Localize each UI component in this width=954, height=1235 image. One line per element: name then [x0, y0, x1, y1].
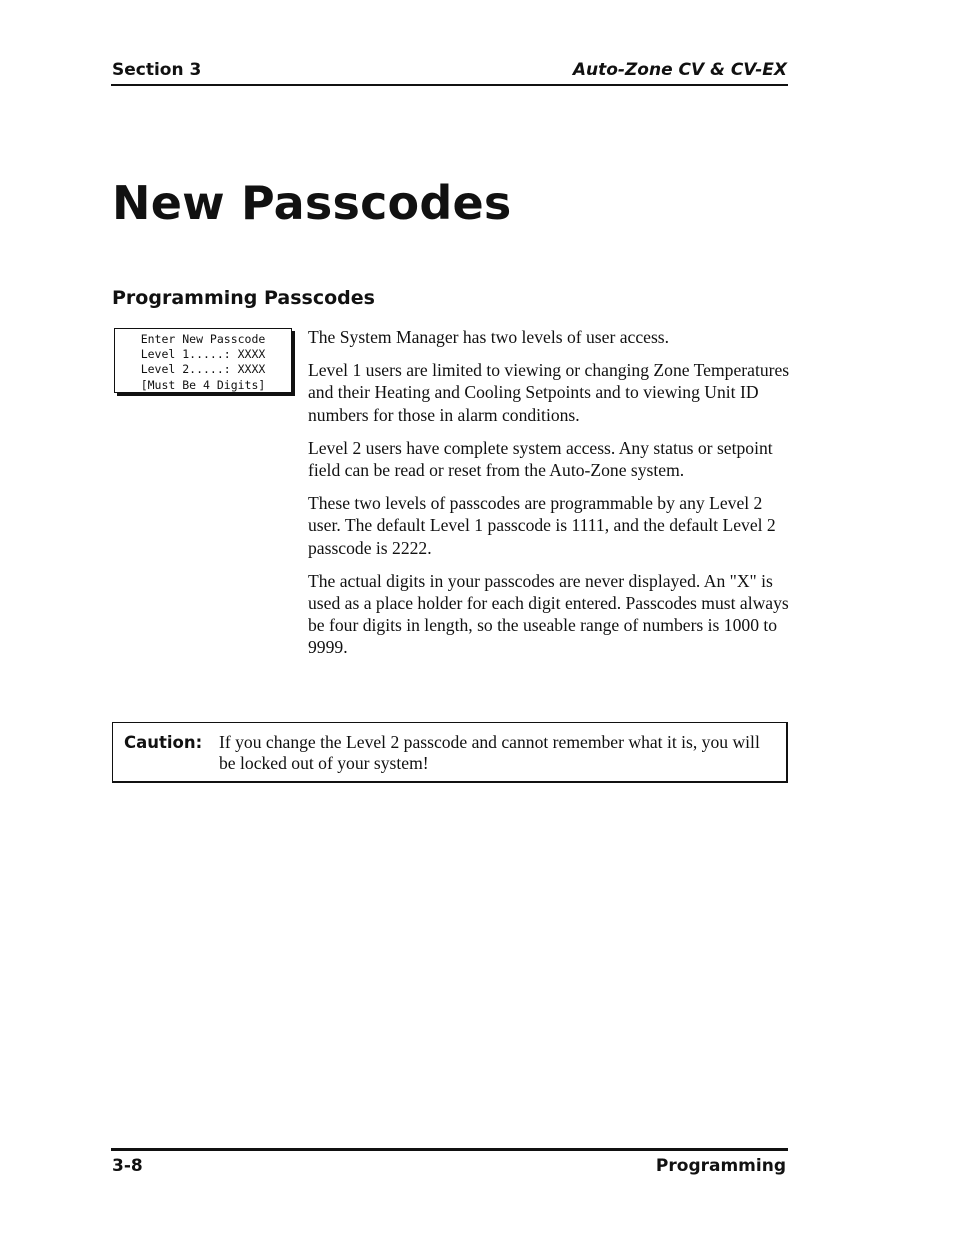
caution-box	[112, 722, 788, 783]
caution-label: Caution:	[124, 733, 203, 752]
lcd-display-box	[114, 328, 292, 393]
lcd-line: Level 2.....: XXXX	[140, 362, 266, 377]
header-rule	[111, 84, 788, 86]
paragraph-level-2: Level 2 users have complete system access. Any status or setpoint field can be read or reset from the Auto-Zone system.	[308, 437, 773, 481]
header-product-name: Auto-Zone CV & CV-EX	[572, 60, 787, 80]
footer-chapter: Programming	[655, 1156, 786, 1176]
footer-page-number: 3-8	[112, 1156, 143, 1176]
header-section-label: Section 3	[112, 60, 202, 80]
lcd-line: Level 1.....: XXXX	[140, 347, 266, 362]
body-text	[308, 326, 790, 670]
paragraph-access-levels: The System Manager has two levels of user access.	[308, 327, 670, 347]
paragraph-digits: The actual digits in your passcodes are never displayed. An "X" is used as a place holder for each digit entered. Passcodes must always be four digits in length, so the useable range of numbers is 1000 to 9999.	[308, 570, 789, 658]
paragraph-level-1: Level 1 users are limited to viewing or changing Zone Temperatures and their Heating and Cooling Setpoints and to viewing Unit ID numbers for those in alarm conditions.	[308, 360, 790, 425]
page-title: New Passcodes	[112, 176, 512, 230]
lcd-line: Enter New Passcode	[140, 332, 266, 346]
footer-rule	[111, 1148, 788, 1151]
lcd-line: [Must Be 4 Digits]	[140, 377, 266, 392]
paragraph-defaults: These two levels of passcodes are programmable by any Level 2 user. The default Level 1 passcode is 1111, and the default Level 2 passcode is 2222.	[308, 493, 776, 558]
caution-text: If you change the Level 2 passcode and cannot remember what it is, you will be locked out of your system!	[219, 732, 760, 773]
section-heading: Programming Passcodes	[112, 287, 375, 309]
